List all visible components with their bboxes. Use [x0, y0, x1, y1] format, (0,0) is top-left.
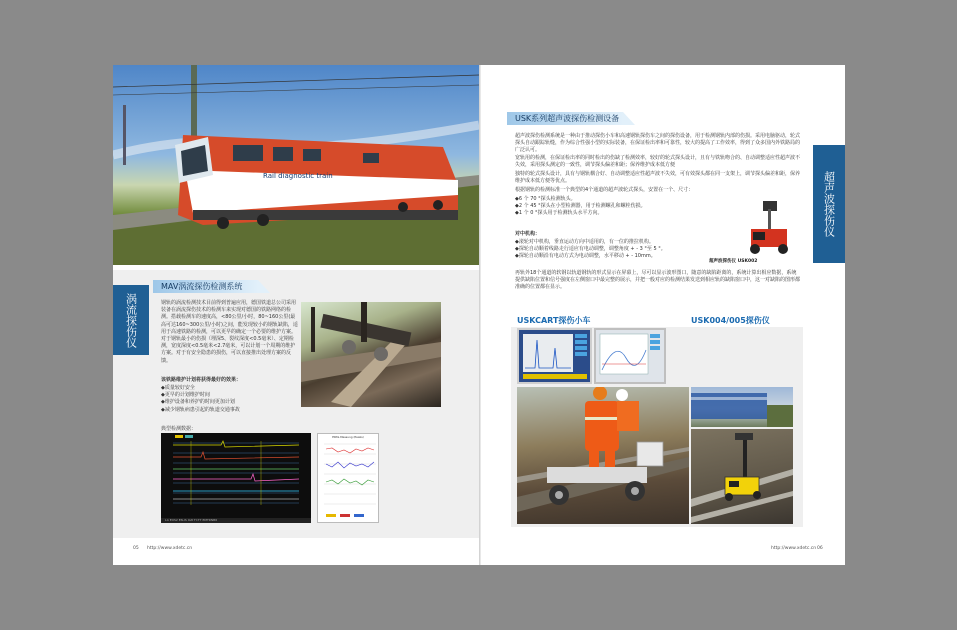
- mav-sensor-photo: [301, 302, 441, 407]
- usk-paragraph-2: 宽轨用的检测，在保证检出率的同时检出的伤缺了检测效率，较好的轮式探头设计，且有与铁轨吻合的、自动调整适应性超声波不失效，采用探头测定的一致性，调节探头偏差和距；保养维护成本低方便: [515, 155, 801, 169]
- cart-software-screen-1: [517, 328, 592, 384]
- sensor-illustration: [301, 302, 441, 407]
- page-number-left: 05: [133, 546, 139, 551]
- train-sign-text: Rail diagnostic train: [263, 172, 333, 180]
- cart-software-screen-2: [594, 328, 666, 384]
- signal-screen-status: LA EOS2 EN-IS IG8 TY-TT EMTRNB6: [161, 518, 311, 523]
- list-item: ◆质量较好安全: [161, 385, 195, 391]
- left-page: [113, 65, 479, 565]
- usk-paragraph-6: 再轨外18个通道的软钢以轨道钢轨的形式显示在屏幕上，尽可以显示波形图口，随意的缺陷距离的，系统计算出相应数据，系统提供缺陷位置和信号强度在左侧窗口中最完整的展示，并把一般对应的检测结果发送到相应轨的缺陷窗口中，这一对缺陷的图形都准确的位置都在显示。: [515, 270, 801, 291]
- side-tab-ultrasonic: 超声波探伤仪: [813, 145, 845, 263]
- list-item: ◆2 个 45 °探头在小型检测器，用于检测螺孔和螺栓伤损。: [515, 203, 646, 210]
- mav-features-list: [161, 385, 301, 414]
- usk004-on-track-photo: [691, 429, 793, 524]
- list-item: ◆减少钢轨病患引起的轨道交通事故: [161, 406, 240, 413]
- right-page: [481, 65, 845, 565]
- chart-caption: 典型检测数据：: [161, 426, 197, 432]
- usk-paragraph-3: 独特的轮式探头设计，具有与钢轨耦合好、自动调整适应性超声波不失效，可有效探头都在同一支架上，调节探头偏差和距，保养维护成本低方便等优点。: [515, 171, 801, 185]
- side-tab-eddy-current: 涡流探伤仪: [113, 285, 149, 355]
- usk004-illustration: [691, 429, 793, 524]
- mav-features-title: 该铁路维护计划将获得最好的效果：: [161, 377, 242, 383]
- usk-paragraph-4: 根据钢轨的检测标准一个典型的4个通道的超声波轮式探头，安置在一个、尺寸：: [515, 187, 694, 193]
- usk-intro: 超声波探伤检测系统是一种由于推动探伤小车和高速钢轨探伤车之间的探伤设备，用于检测钢轨内部的伤损。采用电脑驱动，轮式探头自动跟踪轨缝，作为综合性强小型的实际装备，在保证检出率和可靠性，较大的提高了工作效率，得到了众多国内外铁路局的广泛认可。: [515, 133, 801, 154]
- peak-measurement-chart: [317, 433, 379, 523]
- peak-curves: [318, 434, 379, 523]
- page-number-right: 06: [817, 546, 823, 551]
- footer-url-right: http://www.xdetc.cn: [771, 546, 817, 551]
- list-item: ◆维护设备和养护的时间更加计划: [161, 399, 235, 406]
- list-item: ◆探轮自动顺沿有电动方式为电动调整，水平移动 + - 10mm。: [515, 253, 656, 260]
- device-illustration: [743, 199, 793, 257]
- probe-list: [515, 196, 715, 218]
- mav-description: 钢轨的涡流检测技术目前得到普遍应用，德国铁道总公司采用装备在涡流探伤技术的检测车来实现对德国的铁路网络的检测。搭载检测车的速度高，<80公里/小时，80~160公里(最高可达160~300公里/小时)之间，能发现较小的钢轨缺陷，适用于高速铁路的检测，可以更早的确定一个必要的维护方案。对于钢轨最小的伤损（埋深5、裂纹深度<0.5毫米）、定期检测，宽度深度<0.5毫米<2.7毫米，可以计划一个周期的维护方案。对于有安全隐患的损伤，可以直接推出处理方案的反馈。: [161, 300, 298, 364]
- section-title-usk: USK系列超声波探伤检测设备: [507, 112, 623, 125]
- list-item: ◆更早的计划维护时间: [161, 392, 210, 399]
- usk002-device-image: [743, 199, 793, 257]
- train-illustration: [113, 65, 479, 265]
- screen-2-content: [596, 330, 664, 382]
- signal-traces: [161, 433, 311, 518]
- usk004-section-title: USK004/005探伤仪: [691, 316, 770, 325]
- list-item: ◆6 个 70 °探头检测轨头。: [515, 196, 576, 202]
- list-item: ◆1 个 0 °探头用于检测轨头水平方向。: [515, 210, 603, 217]
- curve-chart-title: EPAS-Messung (Peaks): [332, 435, 364, 439]
- alignment-list: [515, 239, 715, 261]
- screen-1-content: [519, 330, 590, 382]
- passing-train-illustration: [691, 387, 793, 427]
- footer-url-left: http://www.xdetc.cn: [147, 546, 193, 551]
- alignment-title: 对中机构：: [515, 231, 541, 237]
- uskcart-photo: [517, 387, 689, 524]
- cart-section-title: USKCART探伤小车: [517, 316, 591, 325]
- device-caption: 超声波探伤仪 USK002: [709, 259, 758, 264]
- list-item: ◆探轮自动顺着线路走行适应有电动调整，调整角度 + - 3 °至 5 °。: [515, 246, 666, 253]
- section-title-mav: MAV涡流探伤检测系统: [153, 280, 258, 293]
- cart-illustration: [517, 387, 689, 524]
- train-photo: [113, 65, 479, 265]
- passing-train-photo: [691, 387, 793, 427]
- list-item: ◆滚轮对中机构，垂直运动方向中适用的，有一位的推拉机构。: [515, 239, 654, 245]
- eddy-current-signal-screen: [161, 433, 311, 523]
